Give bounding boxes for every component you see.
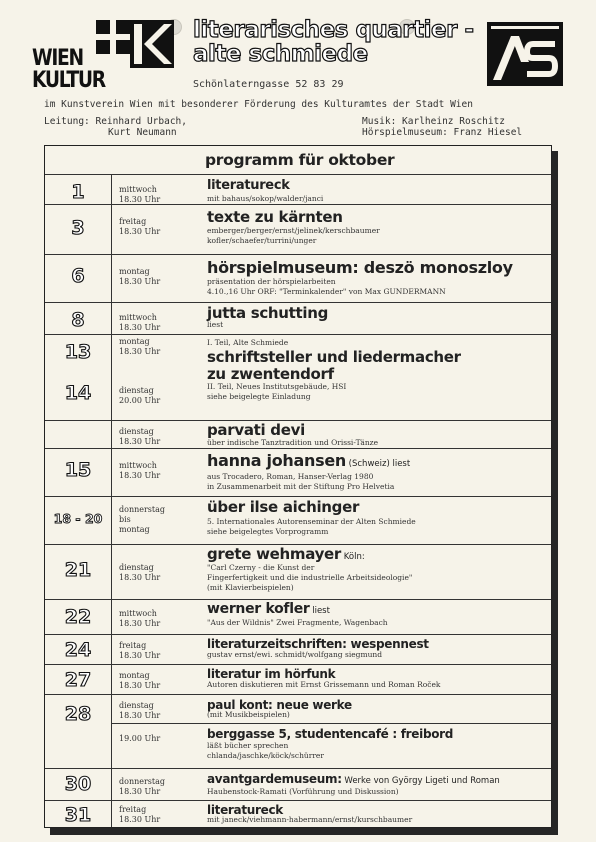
event-weekday-time: freitag 18.30 Uhr bbox=[119, 217, 161, 236]
event-headline-suffix: liest bbox=[309, 606, 330, 616]
org-title-line1: literarisches quartier - bbox=[193, 17, 474, 43]
event-detail: (mit Musikbeispielen) bbox=[207, 710, 290, 719]
event-detail: mit janeck/viehmann-habermann/ernst/kurschbaumer bbox=[207, 815, 413, 824]
event-headline: literatur im hörfunk bbox=[207, 667, 336, 681]
event-day: 18 - 20 bbox=[53, 511, 103, 526]
event-headline-suffix: Werke von György Ligeti und Roman bbox=[341, 776, 500, 786]
divider bbox=[111, 723, 551, 724]
wien-k-icon bbox=[130, 20, 174, 68]
event-detail: siehe beigelegtes Vorprogramm bbox=[207, 527, 329, 536]
programme-row bbox=[45, 496, 551, 545]
leitung-line2: Kurt Neumann bbox=[108, 127, 177, 138]
hoerspiel-credit: Hörspielmuseum: Franz Hiesel bbox=[362, 127, 523, 138]
programme-row bbox=[45, 768, 551, 801]
programme-row bbox=[45, 302, 551, 335]
event-headline: parvati devi bbox=[207, 421, 305, 439]
event-headline: zu zwentendorf bbox=[207, 365, 334, 383]
event-detail: Haubenstock-Ramati (Vorführung und Diskussion) bbox=[207, 787, 399, 796]
programme-row bbox=[45, 254, 551, 303]
event-detail: (mit Klavierbeispielen) bbox=[207, 583, 294, 592]
musik-credit: Musik: Karlheinz Roschitz bbox=[362, 116, 505, 127]
event-detail: chlanda/jaschke/köck/schürrer bbox=[207, 751, 324, 760]
event-headline: literaturzeitschriften: wespennest bbox=[207, 637, 429, 651]
programme-row bbox=[45, 174, 551, 205]
event-weekday-time: freitag 18.30 Uhr bbox=[119, 805, 161, 824]
leitung-line1: Leitung: Reinhard Urbach, bbox=[44, 116, 187, 127]
programme-row bbox=[45, 448, 551, 497]
event-weekday-time: mittwoch 18.30 Uhr bbox=[119, 461, 161, 480]
event-time: 19.00 Uhr bbox=[119, 734, 161, 743]
event-day: 27 bbox=[64, 669, 92, 691]
event-weekday-time: donnerstag bis montag bbox=[119, 505, 166, 534]
event-day: 28 bbox=[64, 703, 92, 725]
programme-row bbox=[45, 599, 551, 635]
logo-wien-text: WIEN bbox=[32, 46, 83, 71]
programme-row bbox=[45, 372, 551, 420]
event-weekday-time: montag 18.30 Uhr bbox=[119, 671, 161, 690]
event-headline: grete wehmayer Köln: bbox=[207, 545, 365, 563]
event-detail: mit bahaus/sokop/walder/janci bbox=[207, 194, 324, 203]
event-headline-suffix: Köln: bbox=[341, 552, 365, 562]
event-headline: hörspielmuseum: deszö monoszloy bbox=[207, 258, 513, 277]
event-day: 30 bbox=[64, 773, 92, 795]
logo-kultur-text: KULTUR bbox=[32, 68, 105, 93]
logo-as-text: AS bbox=[525, 84, 527, 85]
event-headline: werner kofler liest bbox=[207, 601, 330, 617]
event-detail: über indische Tanztradition und Orissi-Tänze bbox=[207, 438, 379, 447]
event-detail: präsentation der hörspielarbeiten bbox=[207, 277, 336, 286]
event-day: 14 bbox=[64, 382, 92, 404]
event-detail: siehe beigelegte Einladung bbox=[207, 392, 311, 401]
event-day: 8 bbox=[71, 309, 85, 331]
event-headline: literatureck bbox=[207, 803, 283, 817]
event-day: 6 bbox=[71, 265, 85, 287]
event-headline: schriftsteller und liedermacher bbox=[207, 348, 461, 366]
event-detail: läßt bücher sprechen bbox=[207, 741, 289, 750]
event-headline: berggasse 5, studentencafé : freibord bbox=[207, 727, 454, 741]
event-weekday-time: donnerstag 18.30 Uhr bbox=[119, 777, 166, 796]
event-weekday-time: mittwoch 18.30 Uhr bbox=[119, 185, 161, 204]
event-detail: Fingerfertigkeit und die industrielle Arbeitsideologie" bbox=[207, 573, 413, 582]
programme-title: programm für oktober bbox=[205, 151, 395, 169]
event-weekday-time: mittwoch 18.30 Uhr bbox=[119, 609, 161, 628]
event-headline: über ilse aichinger bbox=[207, 498, 360, 516]
event-detail: II. Teil, Neues Institutsgebäude, HSI bbox=[207, 382, 347, 391]
programme-row bbox=[45, 420, 551, 449]
event-headline-suffix: (Schweiz) liest bbox=[345, 459, 411, 469]
intro-text: im Kunstverein Wien mit besonderer Förderung des Kulturamtes der Stadt Wien bbox=[44, 99, 473, 110]
event-day: 21 bbox=[64, 559, 92, 581]
event-headline: jutta schutting bbox=[207, 304, 329, 322]
event-day: 15 bbox=[64, 459, 92, 481]
event-detail: "Aus der Wildnis" Zwei Fragmente, Wagenbach bbox=[207, 618, 388, 627]
event-detail: aus Trocadero, Roman, Hanser-Verlag 1980 bbox=[207, 472, 374, 481]
event-detail: Autoren diskutieren mit Ernst Grissemann und Roman Roček bbox=[207, 680, 441, 689]
event-day: 1 bbox=[71, 181, 85, 203]
alte-schmiede-logo-icon bbox=[487, 22, 563, 86]
programme-row bbox=[45, 800, 551, 830]
event-day: 22 bbox=[64, 606, 92, 628]
event-headline: literatureck bbox=[207, 178, 290, 193]
event-weekday-time: dienstag 18.30 Uhr bbox=[119, 427, 161, 446]
event-weekday-time: dienstag 18.30 Uhr bbox=[119, 701, 161, 720]
event-detail: "Carl Czerny - die Kunst der bbox=[207, 563, 315, 572]
event-headline: avantgardemuseum: Werke von György Ligeti und Roman bbox=[207, 772, 500, 786]
event-weekday-time: freitag 18.30 Uhr bbox=[119, 641, 161, 660]
event-headline: paul kont: neue werke bbox=[207, 698, 352, 712]
event-detail: emberger/berger/ernst/jelinek/kerschbaumer bbox=[207, 226, 380, 235]
event-headline: hanna johansen (Schweiz) liest bbox=[207, 451, 411, 470]
programme-box bbox=[44, 145, 552, 828]
event-day: 24 bbox=[64, 639, 92, 661]
event-day: 13 bbox=[64, 341, 92, 363]
event-detail: 5. Internationales Autorenseminar der Alten Schmiede bbox=[207, 517, 416, 526]
event-headline: texte zu kärnten bbox=[207, 208, 343, 226]
programme-row bbox=[45, 204, 551, 255]
event-day: 3 bbox=[71, 217, 85, 239]
programme-row bbox=[45, 634, 551, 665]
event-detail: I. Teil, Alte Schmiede bbox=[207, 338, 289, 347]
event-weekday-time: montag 18.30 Uhr bbox=[119, 337, 161, 356]
event-weekday-time: dienstag 18.30 Uhr bbox=[119, 563, 161, 582]
programme-row bbox=[45, 334, 551, 383]
programme-row bbox=[45, 544, 551, 600]
event-detail: liest bbox=[207, 320, 224, 329]
event-day: 31 bbox=[64, 804, 92, 826]
event-detail: kofler/schaefer/turrini/unger bbox=[207, 236, 317, 245]
org-title bbox=[193, 18, 483, 66]
org-title-line2: alte schmiede bbox=[193, 41, 368, 67]
event-weekday-time: mittwoch 18.30 Uhr bbox=[119, 313, 161, 332]
org-address: Schönlaterngasse 52 83 29 bbox=[193, 79, 344, 90]
event-detail: gustav ernst/ewi. schmidt/wolfgang siegmund bbox=[207, 650, 383, 659]
wien-cross-icon bbox=[96, 20, 130, 54]
event-weekday-time: dienstag 20.00 Uhr bbox=[119, 386, 161, 405]
event-weekday-time: montag 18.30 Uhr bbox=[119, 267, 161, 286]
programme-row bbox=[45, 694, 551, 769]
event-detail: in Zusammenarbeit mit der Stiftung Pro Helvetia bbox=[207, 482, 395, 491]
programme-row bbox=[45, 664, 551, 695]
event-detail: 4.10.,16 Uhr ORF: "Terminkalender" von Max GUNDERMANN bbox=[207, 287, 446, 296]
